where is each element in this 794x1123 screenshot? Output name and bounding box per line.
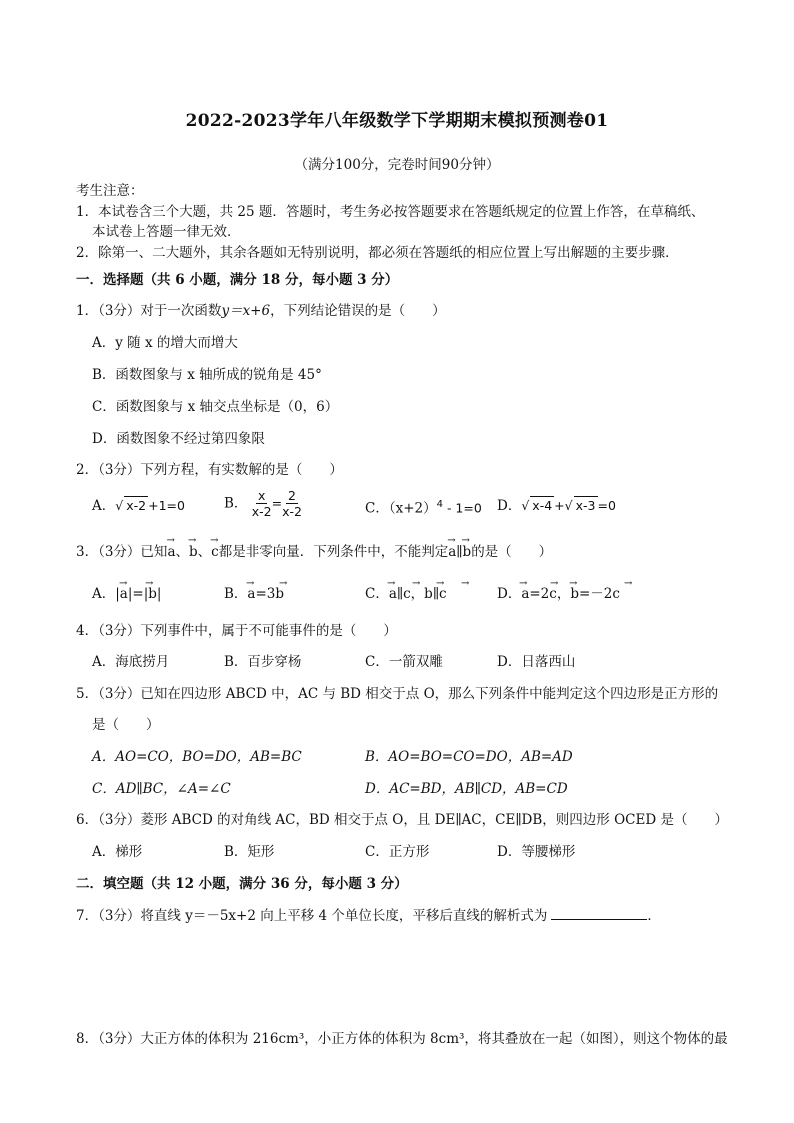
question-6-option-b[interactable]: B．矩形 [224,844,275,860]
question-4-option-b[interactable]: B．百步穿杨 [224,654,302,670]
arrow-icon: → [412,578,421,589]
question-5-option-b[interactable]: B．AO=BO=CO=DO，AB=AD [365,749,573,765]
notice-heading: 考生注意： [76,183,144,199]
question-4-stem: 4．（3分）下列事件中，属于不可能事件的是（ ） [76,623,397,639]
question-6-option-d[interactable]: D．等腰梯形 [497,844,576,860]
question-6-stem: 6．（3分）菱形 ABCD 的对角线 AC，BD 相交于点 O，且 DE∥AC，CE∥DB，则四边形 OCED 是（ ） [76,812,728,828]
section-2-heading: 二．填空题（共 12 小题，满分 36 分，每小题 3 分） [76,876,408,892]
arrow-icon: → [569,578,578,589]
question-3-option-c[interactable]: C．a∥c，b∥c [365,586,447,602]
question-2-option-d[interactable]: D．√ x-4 +√ x-3 =0 [497,498,616,514]
question-1-option-b[interactable]: B．函数图象与 x 轴所成的锐角是 45° [92,367,322,383]
question-4-option-c[interactable]: C．一箭双雕 [365,654,443,670]
question-4-option-a[interactable]: A．海底捞月 [92,654,170,670]
question-2-option-c[interactable]: C．$(x+2)^4 - 1=0$ [365,499,482,517]
question-3-stem: 3．（3分）已知→ a、→ b、→ c都是非零向量．下列条件中，不能判定→ a∥→ b的是（ ） [76,543,552,561]
question-1-option-d[interactable]: D．函数图象不经过第四象限 [92,431,265,447]
question-6-option-c[interactable]: C．正方形 [365,844,430,860]
notice-item-1: 1．本试卷含三个大题，共 25 题．答题时，考生务必按答题要求在答题纸规定的位置上作答，在草稿纸、 [76,204,705,220]
question-5-option-a[interactable]: A．AO=CO，BO=DO，AB=BC [92,749,302,765]
question-2-option-b[interactable]: B． $\frac{x}{x-2}$ = $\frac{2}{x-2}$ [224,488,302,519]
question-5-stem-cont: 是（ ） [92,717,160,733]
arrow-icon: → [119,578,128,589]
arrow-icon: → [624,578,633,589]
section-1-heading: 一．选择题（共 6 小题，满分 18 分，每小题 3 分） [76,272,399,288]
arrow-icon: → [550,578,559,589]
question-2-option-a[interactable]: A．√ x-2 +1=0 [92,498,185,514]
question-5-option-c[interactable]: C．AD∥BC，∠A=∠C [92,781,231,797]
question-5-stem: 5．（3分）已知在四边形 ABCD 中，AC 与 BD 相交于点 O，那么下列条件中能判定这个四边形是正方形的 [76,686,719,702]
page-title: 2022-2023学年八年级数学下学期期末模拟预测卷01 [185,111,609,131]
question-6-option-a[interactable]: A．梯形 [92,844,143,860]
arrow-icon: → [461,578,470,589]
notice-item-2: 2．除第一、二大题外，其余各题如无特别说明，都必须在答题纸的相应位置上写出解题的主要步骤． [76,245,679,261]
answer-blank[interactable] [551,907,647,920]
question-3-option-a[interactable]: A．|a|=|b| [92,586,162,602]
question-3-option-d[interactable]: D．a=2c，b=－2c [497,586,620,602]
arrow-icon: → [387,578,396,589]
question-8-stem: 8．（3分）大正方体的体积为 216cm³，小正方体的体积为 8cm³，将其叠放在一起（如图），则这个物体的最 [76,1031,728,1047]
question-1-option-c[interactable]: C．函数图象与 x 轴交点坐标是（0，6） [92,399,339,415]
question-1-option-a[interactable]: A．y 随 x 的增大而增大 [92,335,238,351]
arrow-icon: → [145,578,154,589]
question-2-stem: 2．（3分）下列方程，有实数解的是（ ） [76,462,343,478]
question-3-option-b[interactable]: B．a=3b [224,586,285,602]
arrow-icon: → [246,578,255,589]
page-subtitle: （满分100分，完卷时间90分钟） [294,157,500,173]
question-4-option-d[interactable]: D．日落西山 [497,654,576,670]
notice-item-1-cont: 本试卷上答题一律无效． [92,224,241,240]
arrow-icon: → [436,578,445,589]
question-5-option-d[interactable]: D．AC=BD，AB∥CD，AB=CD [365,781,568,797]
arrow-icon: → [519,578,528,589]
question-7-stem: 7．（3分）将直线 y＝－5x+2 向上平移 4 个单位长度，平移后直线的解析式为 ． [76,908,661,924]
question-1-stem: 1．（3分）对于一次函数y＝x+6，下列结论错误的是（ ） [76,303,446,319]
arrow-icon: → [279,578,288,589]
